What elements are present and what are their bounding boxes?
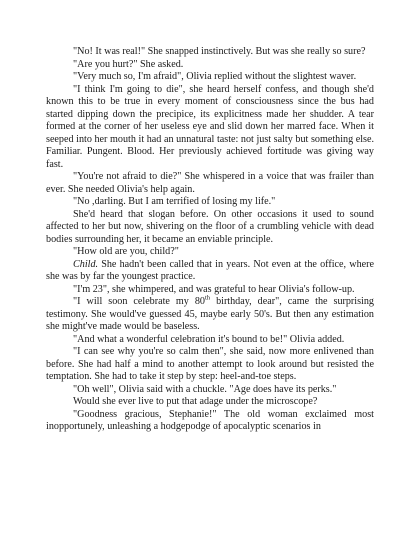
paragraph: Would she ever live to put that adage under the microscope?: [73, 396, 318, 407]
paragraph-text: She hadn't been called that in years. Not even at the office, where she was by far the youngest practice.: [46, 258, 374, 282]
paragraph-text: birthday, dear", came the surprising testimony. She would've guessed 45, maybe early 50's. But then any estimation she might've made would be baseless.: [46, 296, 374, 332]
paragraph: [46, 296, 374, 334]
paragraph: "No! It was real!" She snapped instinctively. But was she really so sure?: [73, 46, 366, 57]
paragraph: "You're not afraid to die?" She whispered in a voice that was frailer than ever. She needed Olivia's help again.: [46, 171, 374, 195]
paragraph: [46, 259, 374, 284]
paragraph: She'd heard that slogan before. On other occasions it used to sound affected to her but now, shivering on the floor of a crumbling vehicle with dead bodies surrounding her, it became an enviable principle.: [46, 208, 374, 245]
document-page: [46, 46, 374, 434]
paragraph: "I can see why you're so calm then", she said, now more enlivened than before. She had half a mind to another attempt to look around but resisted the temptation. She had to take it step by step: heel-and-toe steps.: [46, 346, 374, 382]
paragraph: "Very much so, I'm afraid", Olivia replied without the slightest waver.: [73, 71, 357, 82]
paragraph: "Are you hurt?" She asked.: [73, 58, 184, 70]
ordinal-suffix: th: [205, 294, 211, 302]
paragraph: "I'm 23", she whimpered, and was grateful to hear Olivia's follow-up.: [73, 283, 355, 295]
paragraph: "How old are you, child?": [73, 246, 179, 257]
paragraph: "And what a wonderful celebration it's bound to be!" Olivia added.: [73, 333, 345, 345]
italic-word: Child.: [73, 258, 99, 270]
paragraph: "I think I'm going to die", she heard herself confess, and though she'd known this to be true in every moment of consciousness since the bus had started dipping down the precipice, its explicitness made her shudder. A tear formed at the corner of her useless eye and slid down her marred face. When it seeped into her mouth it had an unnatural taste: not just salty but something else. Familiar. Pungent. Blood. Her previously achieved fortitude was giving way fast.: [46, 83, 374, 170]
paragraph-text: "I will soon celebrate my 80: [73, 296, 205, 307]
paragraph: "Oh well", Olivia said with a chuckle. "Age does have its perks.": [73, 383, 337, 395]
paragraph: "Goodness gracious, Stephanie!" The old woman exclaimed most inopportunely, unleashing a hodgepodge of apocalyptic scenarios in: [46, 408, 374, 432]
paragraph: "No ,darling. But I am terrified of losing my life.": [73, 196, 276, 207]
